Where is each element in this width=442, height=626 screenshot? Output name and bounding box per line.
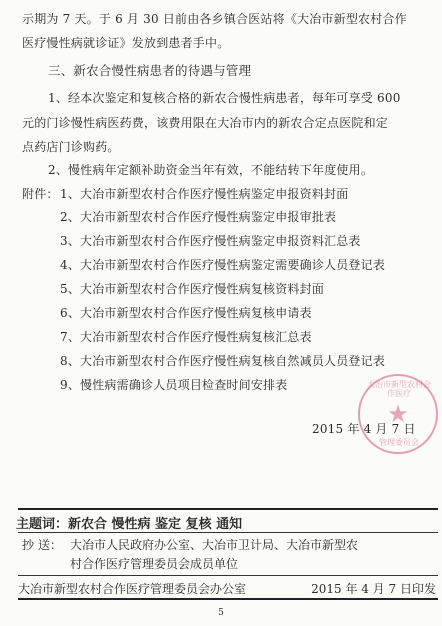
seal-star-icon: ★ [387,400,409,428]
divider-top [18,508,438,510]
body-line-5: 元的门诊慢性病医药费，该费用限在大冶市内的新农合定点医院和定 [22,116,389,130]
attachment-item: 1、大冶市新型农村合作医疗慢性病鉴定申报资料封面 [60,187,349,201]
divider-bottom [18,598,438,600]
attachment-item: 3、大冶市新型农村合作医疗慢性病鉴定申报资料汇总表 [60,234,361,248]
attachment-item: 6、大冶市新型农村合作医疗慢性病复核申请表 [60,306,312,320]
attachments-label: 附件： [22,187,59,201]
footer-date: 2015 年 4 月 7 日印发 [311,582,436,596]
body-line-6: 点药店门诊购药。 [22,140,120,154]
subject-words: 主题词：新农合 慢性病 鉴定 复核 通知 [16,517,243,532]
attachment-item: 8、大冶市新型农村合作医疗慢性病复核自然减员人员登记表 [60,354,386,368]
page-number: 5 [218,608,224,618]
attachment-item: 2、大冶市新型农村合作医疗慢性病鉴定申报审批表 [60,210,337,224]
attachment-item: 7、大冶市新型农村合作医疗慢性病复核汇总表 [60,330,312,344]
signature-date: 2015 年 4 月 7 日 [312,422,416,436]
divider-cc [18,575,438,576]
seal-text-bottom: 管理委员会 [379,438,419,447]
section-heading: 三、新农合慢性病患者的待遇与管理 [48,63,252,78]
attachment-item: 4、大冶市新型农村合作医疗慢性病鉴定需要确诊人员登记表 [60,258,386,272]
cc-line-1: 大冶市人民政府办公室、大冶市卫计局、大冶市新型农 [70,538,359,552]
body-line-1: 示期为 7 天。于 6 月 30 日前由各乡镇合医站将《大冶市新型农村合作 [22,12,407,26]
body-line-7: 2、慢性病年定额补助资金当年有效，不能结转下年度使用。 [48,163,374,177]
official-seal [358,374,438,454]
seal-text-top: 大冶市新型农村合作医疗 [367,380,431,398]
attachment-item: 5、大冶市新型农村合作医疗慢性病复核资料封面 [60,282,325,296]
body-line-2: 医疗慢性病就诊证》发放到患者手中。 [22,36,230,50]
cc-label: 抄 送： [22,538,62,552]
cc-line-2: 村合作医疗管理委员会成员单位 [70,557,239,571]
footer-issuer: 大冶市新型农村合作医疗管理委员会办公室 [18,582,247,596]
attachment-item: 9、慢性病需确诊人员项目检查时间安排表 [60,378,288,392]
divider-subject [18,532,438,533]
body-line-4: 1、经本次鉴定和复核合格的新农合慢性病患者，每年可享受 600 [48,91,401,105]
